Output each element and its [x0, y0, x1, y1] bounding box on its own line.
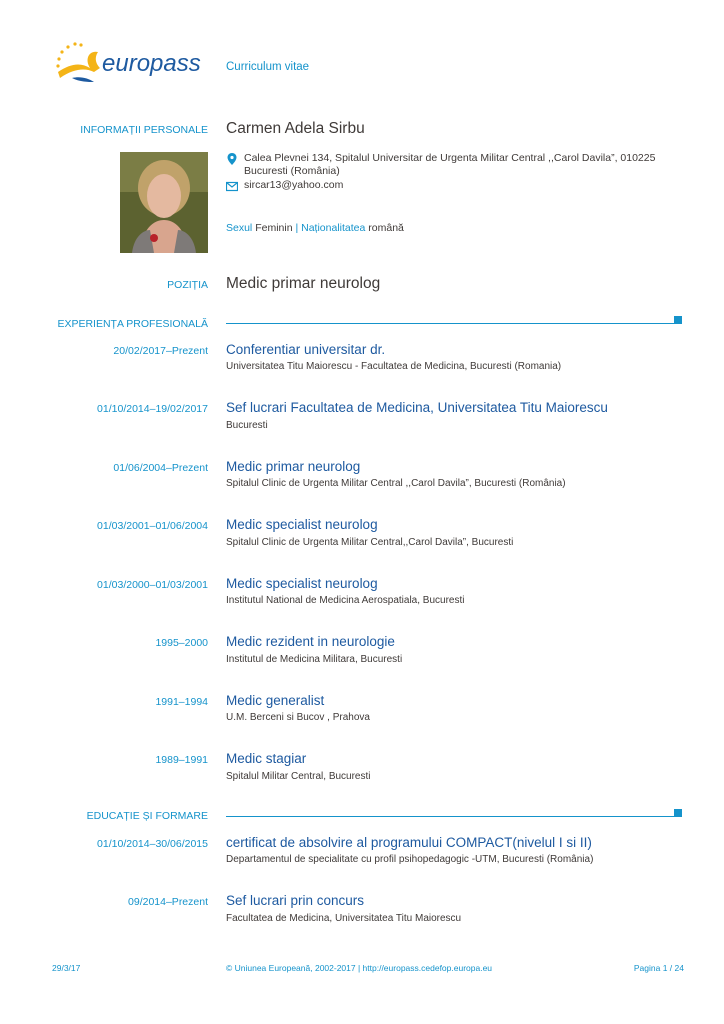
education-divider [226, 816, 674, 817]
experience-title: Medic primar neurolog [226, 459, 361, 474]
nationality-label: Naționalitatea [301, 222, 366, 234]
experience-organization: Universitatea Titu Maiorescu - Facultatea de Medicina, Bucuresti (Romania) [226, 361, 562, 372]
experience-date: 01/06/2004–Prezent [113, 462, 208, 474]
education-organization: Departamentul de specialitate cu profil psihopedagogic -UTM, Bucuresti (România) [226, 854, 594, 865]
experience-date: 1995–2000 [155, 637, 208, 649]
education-title: Sef lucrari prin concurs [226, 893, 365, 908]
education-title: certificat de absolvire al programului COMPACT(nivelul I si II) [226, 835, 592, 850]
document-type: Curriculum vitae [226, 61, 310, 73]
experience-divider-square [674, 316, 682, 324]
experience-title: Medic specialist neurolog [226, 517, 378, 532]
email-icon [226, 180, 238, 192]
experience-organization: Institutul National de Medicina Aerospatiala, Bucuresti [226, 595, 465, 606]
person-name: Carmen Adela Sirbu [226, 120, 365, 137]
experience-title: Medic stagiar [226, 751, 307, 766]
experience-organization: Bucuresti [226, 420, 268, 431]
sex-label: Sexul [226, 222, 253, 234]
experience-organization: U.M. Berceni si Bucov , Prahova [226, 712, 370, 723]
email-link[interactable]: sircar13@yahoo.com [244, 179, 344, 191]
profile-photo [120, 152, 208, 253]
svg-text:europass: europass [102, 50, 201, 77]
education-section-title: EDUCAȚIE ȘI FORMARE [86, 810, 208, 822]
education-date: 01/10/2014–30/06/2015 [97, 838, 208, 850]
experience-date: 20/02/2017–Prezent [113, 345, 208, 357]
experience-date: 01/10/2014–19/02/2017 [97, 403, 208, 415]
experience-date: 01/03/2000–01/03/2001 [97, 579, 208, 591]
experience-section-title: EXPERIENȚA PROFESIONALĂ [57, 318, 208, 330]
experience-title: Conferentiar universitar dr. [226, 342, 386, 357]
address-row [226, 152, 674, 178]
experience-title: Medic specialist neurolog [226, 576, 378, 591]
position-value: Medic primar neurolog [226, 275, 381, 292]
email-row [226, 179, 674, 192]
experience-title: Sef lucrari Facultatea de Medicina, Universitatea Titu Maiorescu [226, 400, 608, 415]
location-pin-icon [226, 153, 238, 165]
experience-organization: Spitalul Clinic de Urgenta Militar Central ,,Carol Davila”, Bucuresti (România) [226, 478, 566, 489]
position-label: POZIȚIA [167, 279, 208, 291]
personal-info-label: INFORMAȚII PERSONALE [80, 124, 208, 136]
experience-date: 01/03/2001–01/06/2004 [97, 520, 208, 532]
sex-value: Feminin [255, 222, 293, 234]
education-divider-square [674, 809, 682, 817]
education-organization: Facultatea de Medicina, Universitatea Titu Maiorescu [226, 913, 462, 924]
experience-title: Medic generalist [226, 693, 325, 708]
experience-organization: Spitalul Clinic de Urgenta Militar Central,,Carol Davila”, Bucuresti [226, 537, 514, 548]
footer-page-number: Pagina 1 / 24 [633, 963, 684, 973]
separator: | [295, 222, 299, 234]
europass-logo [50, 38, 210, 90]
nationality-value: română [368, 222, 404, 234]
education-date: 09/2014–Prezent [128, 896, 208, 908]
experience-organization: Institutul de Medicina Militara, Bucuresti [226, 654, 403, 665]
footer-copyright-link[interactable]: © Uniunea Europeană, 2002-2017 | http://europass.cedefop.europa.eu [226, 963, 493, 973]
experience-title: Medic rezident in neurologie [226, 634, 395, 649]
europass-logo-icon [50, 38, 210, 90]
experience-date: 1989–1991 [155, 754, 208, 766]
experience-date: 1991–1994 [155, 696, 208, 708]
footer-date: 29/3/17 [52, 963, 81, 973]
experience-divider [226, 323, 674, 324]
sex-nationality-line [226, 222, 404, 234]
address-text: Calea Plevnei 134, Spitalul Universitar de Urgenta Militar Central ,,Carol Davila”, 010225 Bucuresti (România) [244, 152, 656, 177]
experience-organization: Spitalul Militar Central, Bucuresti [226, 771, 371, 782]
